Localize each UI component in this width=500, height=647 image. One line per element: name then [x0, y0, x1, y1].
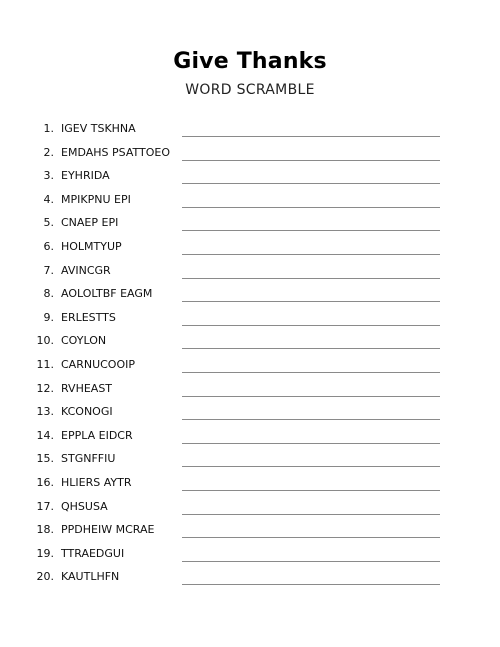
scrambled-word: CNAEP EPI [61, 216, 119, 230]
scrambled-word: AVINCGR [61, 263, 111, 277]
item-number: 3. [43, 169, 54, 183]
item-number: 8. [43, 287, 54, 301]
scrambled-word: KAUTLHFN [61, 570, 120, 584]
scrambled-word: COYLON [61, 334, 107, 348]
answer-line [182, 372, 440, 373]
page-title: Give Thanks [173, 49, 327, 74]
scrambled-word: HLIERS AYTR [61, 475, 132, 489]
scrambled-word: HOLMTYUP [61, 239, 122, 253]
item-number: 17. [36, 499, 54, 513]
answer-line [182, 278, 440, 279]
scrambled-word: KCONOGI [61, 405, 113, 419]
page-subtitle: WORD SCRAMBLE [185, 82, 315, 98]
list-item [0, 543, 500, 567]
list-item [0, 378, 500, 402]
scrambled-word: EMDAHS PSATTOEO [61, 145, 170, 159]
scrambled-word: TTRAEDGUI [61, 546, 125, 560]
answer-line [182, 160, 440, 161]
list-item [0, 118, 500, 142]
scrambled-word: CARNUCOOIP [61, 357, 136, 371]
list-item [0, 260, 500, 284]
answer-line [182, 466, 440, 467]
item-number: 7. [43, 263, 54, 277]
item-number: 19. [36, 546, 54, 560]
list-item [0, 496, 500, 520]
list-item [0, 142, 500, 166]
answer-line [182, 537, 440, 538]
scrambled-word: MPIKPNU EPI [61, 192, 131, 206]
answer-line [182, 584, 440, 585]
list-item [0, 165, 500, 189]
answer-line [182, 230, 440, 231]
item-number: 16. [36, 475, 54, 489]
scrambled-word: IGEV TSKHNA [61, 122, 136, 135]
list-item [0, 425, 500, 449]
answer-line [182, 490, 440, 491]
answer-line [182, 443, 440, 444]
item-number: 11. [36, 357, 54, 371]
answer-line [182, 183, 440, 184]
item-number: 13. [36, 405, 54, 419]
list-item [0, 330, 500, 354]
list-item [0, 307, 500, 331]
list-item [0, 401, 500, 425]
item-number: 1. [43, 122, 54, 135]
list-item [0, 212, 500, 236]
item-number: 20. [36, 570, 54, 584]
item-number: 6. [43, 239, 54, 253]
item-number: 2. [43, 145, 54, 159]
item-number: 10. [36, 334, 54, 348]
scrambled-word: EYHRIDA [61, 169, 110, 183]
answer-line [182, 396, 440, 397]
list-item [0, 519, 500, 543]
scrambled-word: STGNFFIU [61, 452, 116, 466]
word-list [0, 118, 500, 590]
item-number: 14. [36, 428, 54, 442]
list-item [0, 189, 500, 213]
item-number: 15. [36, 452, 54, 466]
scrambled-word: AOLOLTBF EAGM [61, 287, 153, 301]
answer-line [182, 207, 440, 208]
list-item [0, 354, 500, 378]
answer-line [182, 254, 440, 255]
item-number: 12. [36, 381, 54, 395]
scrambled-word: RVHEAST [61, 381, 113, 395]
list-item [0, 566, 500, 590]
list-item [0, 283, 500, 307]
list-item [0, 472, 500, 496]
scrambled-word: EPPLA EIDCR [61, 428, 133, 442]
list-item [0, 448, 500, 472]
answer-line [182, 348, 440, 349]
item-number: 5. [43, 216, 54, 230]
answer-line [182, 325, 440, 326]
item-number: 9. [43, 310, 54, 324]
item-number: 18. [36, 523, 54, 537]
answer-line [182, 419, 440, 420]
scrambled-word: ERLESTTS [61, 310, 116, 324]
scrambled-word: QHSUSA [61, 499, 108, 513]
answer-line [182, 561, 440, 562]
answer-line [182, 514, 440, 515]
scrambled-word: PPDHEIW MCRAE [61, 523, 155, 537]
list-item [0, 236, 500, 260]
answer-line [182, 301, 440, 302]
item-number: 4. [43, 192, 54, 206]
answer-line [182, 136, 440, 137]
